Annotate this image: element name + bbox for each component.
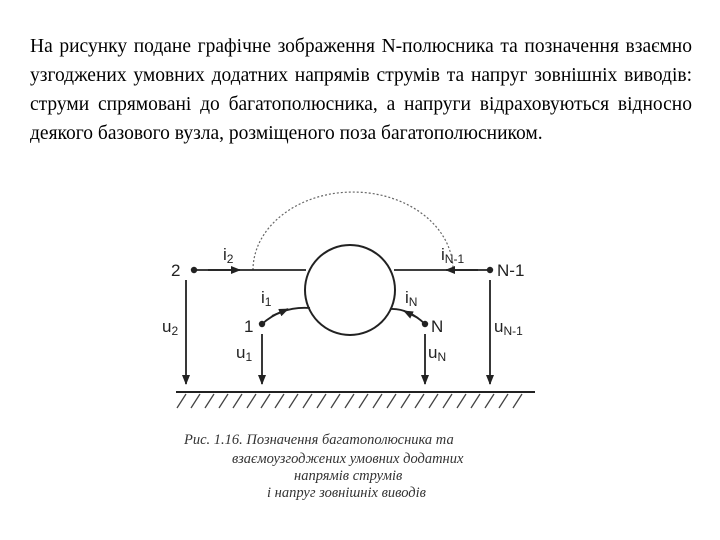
current-label-i2: i2 (223, 245, 234, 266)
current-arrow-in (404, 311, 418, 318)
ground-hatch-line (219, 394, 228, 408)
current-label-i1: i1 (261, 288, 272, 309)
node-label-n: N (431, 317, 444, 336)
node-label-1: 1 (244, 317, 254, 336)
ground-hatch-line (275, 394, 284, 408)
current-label-in-1: iN-1 (441, 245, 465, 266)
ground-hatch-line (513, 394, 522, 408)
ground-hatch-line (443, 394, 452, 408)
node-label-n-1: N-1 (497, 261, 525, 280)
ground-hatch-line (317, 394, 326, 408)
figure-caption-line-3: напрямів струмів (294, 468, 403, 484)
node-n-1 (487, 267, 493, 273)
ground-hatch-line (247, 394, 256, 408)
lead-n (390, 309, 425, 324)
ground-hatch-line (401, 394, 410, 408)
ground-hatch-line (289, 394, 298, 408)
voltage-label-u2: u2 (162, 317, 179, 338)
ground-hatch-line (191, 394, 200, 408)
ground-hatch-line (359, 394, 368, 408)
multipole-circle (305, 245, 395, 335)
ground-hatch-line (471, 394, 480, 408)
ground-hatch-line (261, 394, 270, 408)
ground-hatch-line (429, 394, 438, 408)
voltage-label-un-1: uN-1 (494, 317, 523, 338)
ground-hatch-line (373, 394, 382, 408)
node-label-2: 2 (171, 261, 181, 280)
voltage-label-un: uN (428, 343, 447, 364)
ground-hatch-line (303, 394, 312, 408)
ground-hatch-line (457, 394, 466, 408)
ground-hatch-line (485, 394, 494, 408)
voltage-label-u1: u1 (236, 343, 253, 364)
ground-hatch (177, 394, 522, 408)
figure-caption-line-4: і напруг зовнішніх виводів (267, 485, 426, 501)
ground-hatch-line (205, 394, 214, 408)
figure-caption-line-1: Рис. 1.16. Позначення багатополюсника та (184, 432, 454, 448)
body-paragraph: На рисунку подане графічне зображення N-полюсника та позначення взаємно узгоджених умовних додатних напрямів струмів та напруг зовнішніх виводів: струми спрямовані до багатополюсника, а напруги відраховуються відносно деякого базового вузла, розміщеного поза багатополюсником. (30, 36, 692, 144)
ground-hatch-line (177, 394, 186, 408)
ground-hatch-line (233, 394, 242, 408)
current-label-in: iN (405, 288, 418, 309)
ground-hatch-line (415, 394, 424, 408)
ground-hatch-line (331, 394, 340, 408)
ground-hatch-line (499, 394, 508, 408)
node-2 (191, 267, 197, 273)
ground-hatch-line (387, 394, 396, 408)
ground-hatch-line (345, 394, 354, 408)
figure-caption-line-2: взаємоузгоджених умовних додатних (232, 451, 464, 467)
current-arrow-i1 (272, 309, 288, 316)
